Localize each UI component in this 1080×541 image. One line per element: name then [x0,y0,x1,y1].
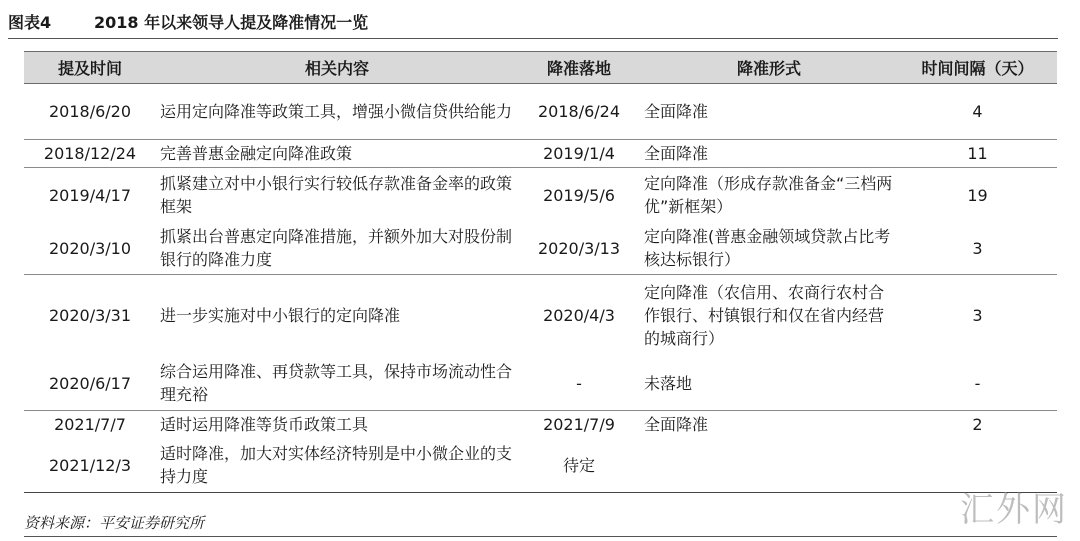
table-row [24,223,1057,275]
cell-content: 综合运用降准、再贷款等工具，保持市场流动性合理充裕 [160,362,513,405]
header-implementation-date: 降准落地 [518,52,640,84]
table-row [24,357,1057,411]
header-cut-form: 降准形式 [640,52,898,84]
cell-mention-date: 2019/4/17 [24,168,156,223]
table-row [24,168,1057,223]
watermark-logo: 汇外网 [960,490,1068,530]
cell-implementation-date: - [576,373,582,393]
cell-implementation-date: 2018/6/24 [537,102,621,121]
source-divider [24,536,1057,537]
cell-cut-form: 全面降准 [640,411,898,439]
cell-implementation-date: 2021/7/9 [518,411,640,439]
cell-interval-days: - [974,373,981,393]
title-divider [8,38,1058,39]
cell-mention-date: 2021/7/7 [24,411,156,439]
cell-content: 抓紧出台普惠定向降准措施，并额外加大对股份制银行的降准力度 [160,227,513,270]
cell-interval-days: 3 [898,275,1057,357]
table-row [24,411,1057,439]
cell-mention-date: 2020/6/17 [48,373,132,393]
cell-content: 适时降准，加大对实体经济特别是中小微企业的支持力度 [156,439,518,493]
cell-interval-days: 2 [898,411,1057,439]
figure-title [8,10,1058,36]
cell-content: 适时运用降准等货币政策工具 [156,411,518,439]
cell-content: 抓紧建立对中小银行实行较低存款准备金率的政策框架 [156,168,518,223]
table-row [24,439,1057,493]
cell-interval-days: 3 [972,238,983,258]
cell-mention-date: 2021/12/3 [24,439,156,493]
cell-interval-days: 19 [898,168,1057,223]
cell-interval-days: 4 [972,102,983,121]
cell-cut-form: 定向降准（农信用、农商行农村合作银行、村镇银行和仅在省内经营的城商行） [640,275,898,357]
table-header-row [24,52,1057,84]
cell-implementation-date: 2020/3/13 [537,238,621,258]
cell-cut-form: 全面降准 [644,102,709,121]
header-interval-days: 时间间隔（天） [898,52,1057,84]
header-mention-date: 提及时间 [24,52,156,84]
cell-implementation-date: 2020/4/3 [518,275,640,357]
cell-cut-form [640,439,898,493]
cell-content: 完善普惠金融定向降准政策 [156,140,518,168]
cell-mention-date: 2020/3/31 [24,275,156,357]
cell-implementation-date: 待定 [518,439,640,493]
rrr-cut-table [24,51,1057,493]
figure-title-text: 2018 年以来领导人提及降准情况一览 [94,13,369,32]
table-row [24,84,1057,140]
cell-interval-days: 11 [898,140,1057,168]
table-row [24,275,1057,357]
cell-cut-form: 定向降准（形成存款准备金“三档两优”新框架） [640,168,898,223]
cell-implementation-date: 2019/1/4 [518,140,640,168]
cell-mention-date: 2018/12/24 [24,140,156,168]
table-row [24,140,1057,168]
cell-cut-form: 定向降准(普惠金融领域贷款占比考核达标银行） [644,227,891,270]
cell-implementation-date: 2019/5/6 [518,168,640,223]
cell-content: 进一步实施对中小银行的定向降准 [156,275,518,357]
cell-cut-form: 未落地 [644,373,693,393]
cell-content: 运用定向降准等政策工具，增强小微信贷供给能力 [160,102,513,121]
figure-number: 图表4 [8,13,52,32]
header-content: 相关内容 [156,52,518,84]
cell-interval-days [898,439,1057,493]
cell-mention-date: 2018/6/20 [48,102,132,121]
source-note: 资料来源：平安证券研究所 [24,514,205,532]
cell-mention-date: 2020/3/10 [48,238,132,258]
cell-cut-form: 全面降准 [640,140,898,168]
